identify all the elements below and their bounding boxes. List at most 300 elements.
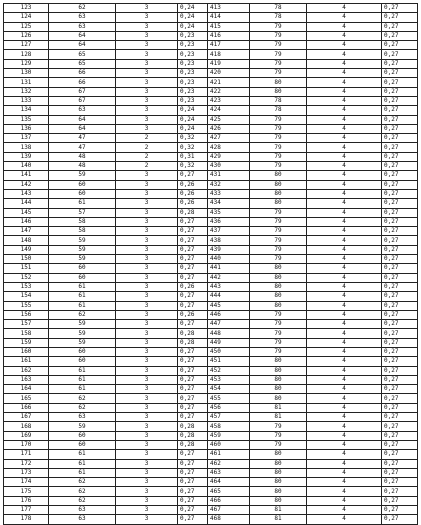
- cell-value-c: 80: [250, 87, 307, 96]
- cell-value-b: 3: [116, 50, 178, 59]
- cell-row-index-2: 426: [208, 124, 250, 133]
- cell-value-a: 60: [49, 180, 116, 189]
- cell-row-index-2: 437: [208, 227, 250, 236]
- cell-value-c: 79: [250, 217, 307, 226]
- cell-value-b: 3: [116, 385, 178, 394]
- cell-value-a: 67: [49, 87, 116, 96]
- cell-ratio-b: 0,27: [382, 78, 418, 87]
- cell-value-a: 61: [49, 468, 116, 477]
- cell-row-index: 157: [4, 320, 49, 329]
- cell-row-index-2: 440: [208, 255, 250, 264]
- cell-ratio-a: 0,28: [178, 208, 208, 217]
- cell-ratio-a: 0,23: [178, 59, 208, 68]
- cell-ratio-b: 0,27: [382, 189, 418, 198]
- cell-value-d: 4: [307, 496, 382, 505]
- cell-value-b: 3: [116, 208, 178, 217]
- cell-ratio-b: 0,27: [382, 431, 418, 440]
- cell-row-index-2: 438: [208, 236, 250, 245]
- cell-value-d: 4: [307, 301, 382, 310]
- cell-row-index-2: 463: [208, 468, 250, 477]
- table-row: [4, 292, 418, 301]
- cell-row-index: 162: [4, 366, 49, 375]
- cell-value-b: 3: [116, 440, 178, 449]
- cell-row-index: 166: [4, 403, 49, 412]
- cell-row-index-2: 427: [208, 134, 250, 143]
- cell-row-index-2: 439: [208, 245, 250, 254]
- cell-value-c: 79: [250, 69, 307, 78]
- cell-ratio-b: 0,27: [382, 468, 418, 477]
- cell-row-index: 142: [4, 180, 49, 189]
- table-row: [4, 338, 418, 347]
- cell-row-index: 169: [4, 431, 49, 440]
- cell-ratio-b: 0,27: [382, 403, 418, 412]
- cell-value-a: 63: [49, 106, 116, 115]
- cell-ratio-a: 0,26: [178, 199, 208, 208]
- cell-value-a: 59: [49, 320, 116, 329]
- cell-value-d: 4: [307, 4, 382, 13]
- cell-value-d: 4: [307, 13, 382, 22]
- cell-row-index-2: 451: [208, 357, 250, 366]
- cell-value-d: 4: [307, 506, 382, 515]
- cell-value-c: 80: [250, 78, 307, 87]
- table-row: [4, 227, 418, 236]
- cell-value-b: 3: [116, 264, 178, 273]
- cell-row-index-2: 442: [208, 273, 250, 282]
- table-row: [4, 96, 418, 105]
- table-row: [4, 385, 418, 394]
- cell-ratio-b: 0,27: [382, 413, 418, 422]
- cell-row-index: 137: [4, 134, 49, 143]
- cell-value-c: 79: [250, 310, 307, 319]
- cell-value-d: 4: [307, 375, 382, 384]
- cell-row-index: 135: [4, 115, 49, 124]
- cell-value-a: 62: [49, 487, 116, 496]
- cell-ratio-a: 0,27: [178, 236, 208, 245]
- cell-value-c: 78: [250, 106, 307, 115]
- cell-value-a: 61: [49, 450, 116, 459]
- cell-value-a: 64: [49, 41, 116, 50]
- cell-row-index-2: 459: [208, 431, 250, 440]
- cell-value-d: 4: [307, 208, 382, 217]
- table-row: [4, 124, 418, 133]
- cell-ratio-a: 0,23: [178, 31, 208, 40]
- cell-value-a: 62: [49, 496, 116, 505]
- cell-ratio-b: 0,27: [382, 394, 418, 403]
- cell-row-index: 141: [4, 171, 49, 180]
- cell-row-index-2: 454: [208, 385, 250, 394]
- cell-ratio-a: 0,24: [178, 4, 208, 13]
- cell-row-index-2: 450: [208, 347, 250, 356]
- cell-row-index-2: 468: [208, 515, 250, 524]
- cell-value-c: 79: [250, 143, 307, 152]
- cell-ratio-a: 0,27: [178, 357, 208, 366]
- cell-value-a: 59: [49, 422, 116, 431]
- cell-value-c: 79: [250, 422, 307, 431]
- table-row: [4, 134, 418, 143]
- cell-row-index-2: 424: [208, 106, 250, 115]
- cell-value-b: 3: [116, 310, 178, 319]
- cell-value-d: 4: [307, 264, 382, 273]
- cell-value-b: 3: [116, 450, 178, 459]
- cell-ratio-b: 0,27: [382, 320, 418, 329]
- cell-value-c: 79: [250, 22, 307, 31]
- cell-ratio-a: 0,27: [178, 413, 208, 422]
- cell-value-c: 80: [250, 478, 307, 487]
- cell-value-b: 3: [116, 236, 178, 245]
- cell-row-index-2: 429: [208, 152, 250, 161]
- cell-row-index: 146: [4, 217, 49, 226]
- cell-ratio-b: 0,27: [382, 13, 418, 22]
- cell-ratio-a: 0,27: [178, 273, 208, 282]
- table-row: [4, 515, 418, 524]
- cell-row-index-2: 447: [208, 320, 250, 329]
- table-row: [4, 264, 418, 273]
- cell-row-index: 171: [4, 450, 49, 459]
- cell-ratio-b: 0,27: [382, 273, 418, 282]
- cell-row-index: 161: [4, 357, 49, 366]
- cell-row-index-2: 421: [208, 78, 250, 87]
- cell-value-d: 4: [307, 403, 382, 412]
- table-row: [4, 366, 418, 375]
- cell-value-d: 4: [307, 329, 382, 338]
- cell-row-index-2: 432: [208, 180, 250, 189]
- cell-value-a: 62: [49, 403, 116, 412]
- cell-value-a: 47: [49, 134, 116, 143]
- cell-value-a: 61: [49, 301, 116, 310]
- cell-value-a: 62: [49, 478, 116, 487]
- cell-value-a: 59: [49, 236, 116, 245]
- cell-value-c: 80: [250, 357, 307, 366]
- cell-ratio-b: 0,27: [382, 515, 418, 524]
- cell-row-index-2: 436: [208, 217, 250, 226]
- cell-ratio-a: 0,27: [178, 245, 208, 254]
- cell-ratio-a: 0,27: [178, 227, 208, 236]
- cell-value-d: 4: [307, 478, 382, 487]
- cell-ratio-a: 0,27: [178, 468, 208, 477]
- cell-value-a: 58: [49, 217, 116, 226]
- cell-value-c: 80: [250, 301, 307, 310]
- cell-value-b: 3: [116, 357, 178, 366]
- cell-value-c: 78: [250, 4, 307, 13]
- cell-value-d: 4: [307, 124, 382, 133]
- table-row: [4, 329, 418, 338]
- cell-value-a: 63: [49, 13, 116, 22]
- cell-row-index-2: 430: [208, 162, 250, 171]
- cell-ratio-a: 0,27: [178, 264, 208, 273]
- cell-value-b: 3: [116, 115, 178, 124]
- cell-row-index: 172: [4, 459, 49, 468]
- table-row: [4, 403, 418, 412]
- cell-ratio-a: 0,32: [178, 143, 208, 152]
- cell-value-d: 4: [307, 515, 382, 524]
- cell-row-index-2: 414: [208, 13, 250, 22]
- cell-row-index: 176: [4, 496, 49, 505]
- cell-row-index-2: 420: [208, 69, 250, 78]
- cell-value-c: 78: [250, 13, 307, 22]
- table-row: [4, 496, 418, 505]
- cell-value-c: 80: [250, 459, 307, 468]
- cell-ratio-b: 0,27: [382, 96, 418, 105]
- table-row: [4, 171, 418, 180]
- cell-value-b: 3: [116, 22, 178, 31]
- cell-value-d: 4: [307, 394, 382, 403]
- cell-value-c: 80: [250, 366, 307, 375]
- cell-value-b: 3: [116, 394, 178, 403]
- cell-ratio-a: 0,27: [178, 347, 208, 356]
- cell-row-index: 178: [4, 515, 49, 524]
- cell-value-b: 3: [116, 96, 178, 105]
- cell-row-index: 128: [4, 50, 49, 59]
- cell-row-index: 123: [4, 4, 49, 13]
- cell-value-d: 4: [307, 22, 382, 31]
- cell-row-index: 145: [4, 208, 49, 217]
- cell-value-d: 4: [307, 143, 382, 152]
- cell-row-index: 168: [4, 422, 49, 431]
- cell-value-c: 81: [250, 506, 307, 515]
- cell-ratio-b: 0,27: [382, 227, 418, 236]
- cell-row-index-2: 446: [208, 310, 250, 319]
- cell-row-index-2: 441: [208, 264, 250, 273]
- cell-value-c: 79: [250, 431, 307, 440]
- cell-row-index: 130: [4, 69, 49, 78]
- cell-ratio-a: 0,26: [178, 282, 208, 291]
- cell-value-a: 59: [49, 255, 116, 264]
- cell-value-a: 63: [49, 22, 116, 31]
- cell-value-c: 80: [250, 180, 307, 189]
- cell-value-b: 3: [116, 31, 178, 40]
- cell-ratio-a: 0,26: [178, 189, 208, 198]
- cell-row-index: 158: [4, 329, 49, 338]
- cell-ratio-a: 0,23: [178, 96, 208, 105]
- data-table: [3, 3, 418, 525]
- cell-ratio-b: 0,27: [382, 4, 418, 13]
- cell-value-a: 62: [49, 4, 116, 13]
- cell-value-c: 80: [250, 385, 307, 394]
- cell-value-d: 4: [307, 217, 382, 226]
- cell-value-d: 4: [307, 422, 382, 431]
- cell-value-c: 79: [250, 236, 307, 245]
- cell-row-index-2: 452: [208, 366, 250, 375]
- cell-ratio-b: 0,27: [382, 264, 418, 273]
- cell-row-index-2: 431: [208, 171, 250, 180]
- cell-row-index: 177: [4, 506, 49, 515]
- cell-row-index-2: 458: [208, 422, 250, 431]
- cell-value-a: 61: [49, 199, 116, 208]
- table-row: [4, 301, 418, 310]
- cell-value-c: 79: [250, 59, 307, 68]
- cell-ratio-a: 0,27: [178, 515, 208, 524]
- cell-value-b: 3: [116, 515, 178, 524]
- cell-row-index-2: 434: [208, 199, 250, 208]
- cell-row-index: 131: [4, 78, 49, 87]
- cell-ratio-a: 0,27: [178, 487, 208, 496]
- cell-row-index-2: 457: [208, 413, 250, 422]
- cell-value-c: 79: [250, 320, 307, 329]
- cell-value-b: 3: [116, 478, 178, 487]
- cell-row-index: 129: [4, 59, 49, 68]
- cell-value-a: 59: [49, 338, 116, 347]
- cell-row-index: 170: [4, 440, 49, 449]
- cell-value-b: 3: [116, 468, 178, 477]
- cell-row-index-2: 444: [208, 292, 250, 301]
- cell-value-d: 4: [307, 96, 382, 105]
- table-row: [4, 310, 418, 319]
- cell-value-d: 4: [307, 59, 382, 68]
- cell-value-d: 4: [307, 468, 382, 477]
- cell-ratio-a: 0,27: [178, 320, 208, 329]
- cell-row-index-2: 428: [208, 143, 250, 152]
- table-row: [4, 59, 418, 68]
- cell-row-index-2: 461: [208, 450, 250, 459]
- cell-row-index-2: 415: [208, 22, 250, 31]
- cell-ratio-a: 0,24: [178, 115, 208, 124]
- cell-value-d: 4: [307, 320, 382, 329]
- cell-value-b: 2: [116, 162, 178, 171]
- cell-value-d: 4: [307, 385, 382, 394]
- cell-value-c: 79: [250, 162, 307, 171]
- cell-row-index-2: 435: [208, 208, 250, 217]
- cell-value-c: 79: [250, 124, 307, 133]
- cell-row-index: 164: [4, 385, 49, 394]
- cell-value-d: 4: [307, 78, 382, 87]
- cell-value-b: 3: [116, 292, 178, 301]
- cell-value-b: 3: [116, 487, 178, 496]
- table-row: [4, 87, 418, 96]
- cell-value-c: 78: [250, 96, 307, 105]
- cell-ratio-a: 0,23: [178, 87, 208, 96]
- cell-value-b: 3: [116, 13, 178, 22]
- cell-value-a: 63: [49, 506, 116, 515]
- table-row: [4, 450, 418, 459]
- cell-value-b: 3: [116, 199, 178, 208]
- cell-value-a: 57: [49, 208, 116, 217]
- cell-ratio-b: 0,27: [382, 180, 418, 189]
- cell-value-d: 4: [307, 357, 382, 366]
- cell-value-b: 3: [116, 106, 178, 115]
- cell-value-a: 60: [49, 189, 116, 198]
- cell-ratio-b: 0,27: [382, 459, 418, 468]
- cell-value-c: 79: [250, 329, 307, 338]
- cell-value-a: 66: [49, 78, 116, 87]
- cell-value-d: 4: [307, 450, 382, 459]
- table-row: [4, 273, 418, 282]
- cell-value-b: 3: [116, 347, 178, 356]
- cell-ratio-b: 0,27: [382, 245, 418, 254]
- cell-row-index: 125: [4, 22, 49, 31]
- cell-value-b: 3: [116, 78, 178, 87]
- cell-row-index-2: 453: [208, 375, 250, 384]
- cell-value-a: 60: [49, 357, 116, 366]
- cell-row-index: 147: [4, 227, 49, 236]
- cell-value-c: 80: [250, 264, 307, 273]
- cell-ratio-b: 0,27: [382, 50, 418, 59]
- cell-value-c: 79: [250, 152, 307, 161]
- table-row: [4, 69, 418, 78]
- cell-value-d: 4: [307, 171, 382, 180]
- cell-value-d: 4: [307, 236, 382, 245]
- cell-value-a: 61: [49, 385, 116, 394]
- cell-ratio-b: 0,27: [382, 422, 418, 431]
- cell-ratio-a: 0,27: [178, 301, 208, 310]
- cell-row-index: 124: [4, 13, 49, 22]
- cell-ratio-b: 0,27: [382, 282, 418, 291]
- cell-row-index-2: 423: [208, 96, 250, 105]
- cell-row-index: 154: [4, 292, 49, 301]
- table-row: [4, 31, 418, 40]
- table-row: [4, 162, 418, 171]
- cell-value-a: 67: [49, 96, 116, 105]
- cell-value-a: 48: [49, 152, 116, 161]
- cell-value-b: 3: [116, 506, 178, 515]
- cell-ratio-a: 0,24: [178, 22, 208, 31]
- cell-value-d: 4: [307, 431, 382, 440]
- cell-ratio-a: 0,26: [178, 180, 208, 189]
- cell-row-index-2: 460: [208, 440, 250, 449]
- cell-ratio-a: 0,28: [178, 422, 208, 431]
- cell-value-a: 65: [49, 59, 116, 68]
- cell-value-b: 3: [116, 329, 178, 338]
- cell-value-d: 4: [307, 282, 382, 291]
- cell-ratio-b: 0,27: [382, 208, 418, 217]
- cell-ratio-b: 0,27: [382, 385, 418, 394]
- cell-value-a: 61: [49, 366, 116, 375]
- cell-row-index-2: 448: [208, 329, 250, 338]
- table-row: [4, 41, 418, 50]
- cell-value-d: 4: [307, 292, 382, 301]
- cell-value-b: 2: [116, 134, 178, 143]
- cell-value-b: 3: [116, 69, 178, 78]
- cell-value-a: 47: [49, 143, 116, 152]
- table-row: [4, 422, 418, 431]
- cell-row-index: 150: [4, 255, 49, 264]
- cell-row-index: 174: [4, 478, 49, 487]
- cell-ratio-a: 0,27: [178, 506, 208, 515]
- cell-value-c: 80: [250, 199, 307, 208]
- table-row: [4, 189, 418, 198]
- cell-ratio-a: 0,31: [178, 152, 208, 161]
- cell-value-d: 4: [307, 31, 382, 40]
- cell-ratio-b: 0,27: [382, 347, 418, 356]
- cell-row-index-2: 443: [208, 282, 250, 291]
- cell-value-b: 3: [116, 4, 178, 13]
- cell-ratio-b: 0,27: [382, 22, 418, 31]
- table-row: [4, 78, 418, 87]
- cell-ratio-a: 0,24: [178, 124, 208, 133]
- cell-ratio-a: 0,24: [178, 106, 208, 115]
- cell-row-index: 167: [4, 413, 49, 422]
- cell-ratio-b: 0,27: [382, 310, 418, 319]
- cell-row-index: 159: [4, 338, 49, 347]
- cell-ratio-a: 0,26: [178, 310, 208, 319]
- cell-value-a: 62: [49, 310, 116, 319]
- cell-value-b: 3: [116, 59, 178, 68]
- cell-ratio-b: 0,27: [382, 171, 418, 180]
- cell-value-d: 4: [307, 487, 382, 496]
- cell-row-index-2: 417: [208, 41, 250, 50]
- cell-ratio-b: 0,27: [382, 115, 418, 124]
- table-row: [4, 357, 418, 366]
- cell-value-d: 4: [307, 347, 382, 356]
- cell-ratio-a: 0,27: [178, 496, 208, 505]
- cell-ratio-b: 0,27: [382, 69, 418, 78]
- cell-value-c: 79: [250, 134, 307, 143]
- cell-value-a: 58: [49, 227, 116, 236]
- cell-value-c: 81: [250, 515, 307, 524]
- table-row: [4, 468, 418, 477]
- cell-value-d: 4: [307, 245, 382, 254]
- cell-value-c: 81: [250, 413, 307, 422]
- cell-row-index: 132: [4, 87, 49, 96]
